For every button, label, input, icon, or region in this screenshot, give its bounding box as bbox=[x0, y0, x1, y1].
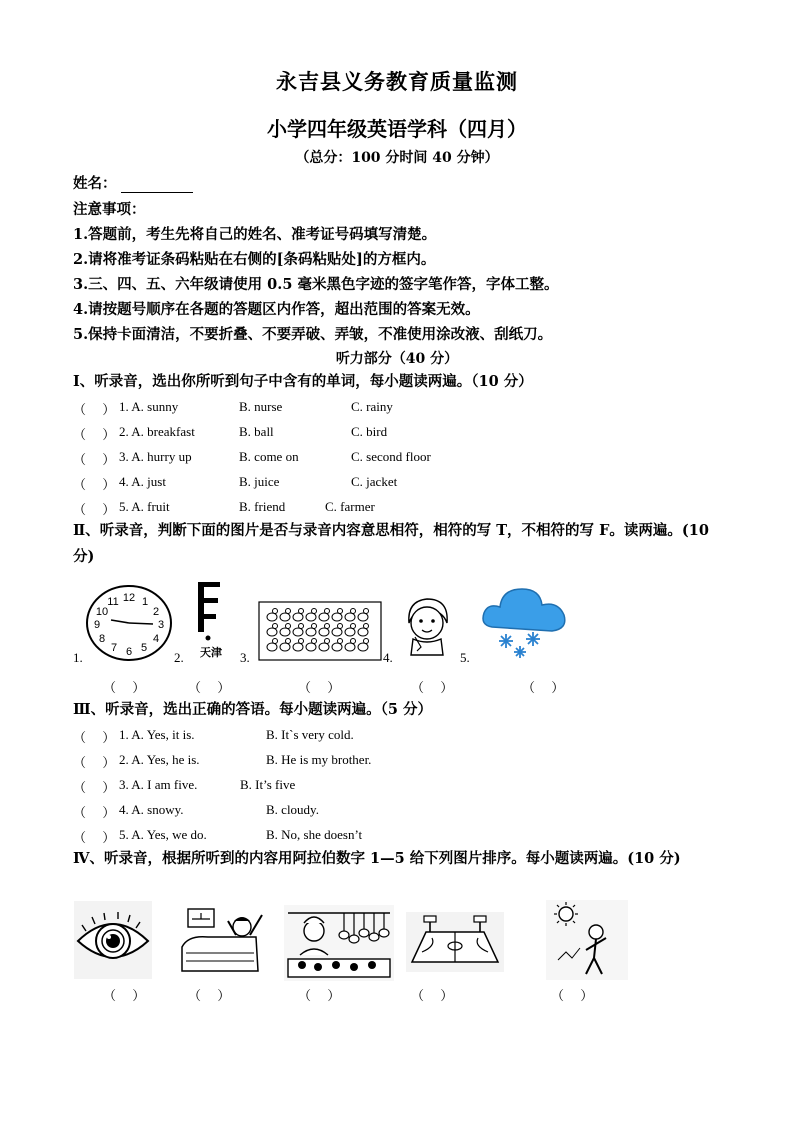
clock-num-6: 6 bbox=[125, 646, 133, 658]
answer-paren[interactable]: （ ） bbox=[73, 452, 116, 467]
s2-answer-1[interactable]: （ ） bbox=[103, 680, 146, 695]
pic-number-4: 4. bbox=[383, 650, 393, 665]
option-a: 1. A. Yes, it is. bbox=[119, 727, 195, 742]
tianjin-label: 天津 bbox=[200, 646, 222, 659]
option-b: B. juice bbox=[239, 474, 280, 489]
option-a: 4. A. snowy. bbox=[119, 802, 184, 817]
option-c: C. jacket bbox=[351, 474, 398, 489]
clock-num-7: 7 bbox=[110, 642, 118, 654]
section3-title: Ⅲ、听录音，选出正确的答语。每小题读两遍。（5 分） bbox=[73, 701, 433, 718]
clock-num-9: 9 bbox=[93, 619, 101, 631]
birds-group-picture bbox=[258, 601, 382, 661]
s2-answer-4[interactable]: （ ） bbox=[411, 680, 454, 695]
option-a: 5. A. Yes, we do. bbox=[119, 827, 207, 842]
section2-title: Ⅱ、听录音，判断下面的图片是否与录音内容意思相符，相符的写 T，不相符的写 F。读两遍。(10 分) bbox=[73, 522, 709, 565]
s4-answer-3[interactable]: （ ） bbox=[298, 988, 341, 1003]
clock-num-2: 2 bbox=[152, 606, 160, 618]
option-b: B. It’s five bbox=[240, 777, 296, 792]
option-a: 5. A. fruit bbox=[119, 499, 170, 514]
option-a: 2. A. breakfast bbox=[119, 424, 195, 439]
hot-day-picture bbox=[546, 900, 628, 980]
basketball-court-picture bbox=[406, 912, 504, 972]
pic-number-2: 2. bbox=[174, 650, 184, 665]
section4-title: Ⅳ、听录音，根据所听到的内容用阿拉伯数字 1—5 给下列图片排序。每小题读两遍。(10 分) bbox=[73, 850, 681, 867]
notice-1: 1.答题前，考生先将自己的姓名、准考证号码填写清楚。 bbox=[73, 226, 437, 243]
option-a: 2. A. Yes, he is. bbox=[119, 752, 200, 767]
exam-subtitle: 小学四年级英语学科（四月） bbox=[267, 117, 527, 141]
snow-cloud-picture bbox=[478, 581, 570, 661]
clock-picture bbox=[85, 584, 173, 662]
answer-paren[interactable]: （ ） bbox=[73, 427, 116, 442]
option-b: B. It`s very cold. bbox=[266, 727, 354, 742]
notice-title: 注意事项： bbox=[73, 201, 146, 218]
option-b: B. No, she doesn’t bbox=[266, 827, 363, 842]
answer-paren[interactable]: （ ） bbox=[73, 730, 116, 745]
pic-number-1: 1. bbox=[73, 650, 83, 665]
girl-picture bbox=[397, 593, 457, 659]
eye-picture bbox=[74, 901, 152, 979]
answer-paren[interactable]: （ ） bbox=[73, 502, 116, 517]
option-b: B. friend bbox=[239, 499, 286, 514]
answer-paren[interactable]: （ ） bbox=[73, 830, 116, 845]
pic-number-3: 3. bbox=[240, 650, 250, 665]
listening-part-heading: 听力部分（40 分） bbox=[335, 351, 459, 367]
option-a: 3. A. I am five. bbox=[119, 777, 198, 792]
pic-number-5: 5. bbox=[460, 650, 470, 665]
notice-4: 4.请按题号顺序在各题的答题区内作答，超出范围的答案无效。 bbox=[73, 301, 480, 318]
clock-num-5: 5 bbox=[140, 642, 148, 654]
answer-paren[interactable]: （ ） bbox=[73, 402, 116, 417]
notice-5: 5.保持卡面清洁，不要折叠、不要弄破、弄皱，不准使用涂改液、刮纸刀。 bbox=[73, 326, 553, 343]
answer-paren[interactable]: （ ） bbox=[73, 780, 116, 795]
option-b: B. come on bbox=[239, 449, 299, 464]
answer-paren[interactable]: （ ） bbox=[73, 805, 116, 820]
s4-answer-5[interactable]: （ ） bbox=[551, 988, 594, 1003]
s2-answer-3[interactable]: （ ） bbox=[298, 680, 341, 695]
option-c: C. farmer bbox=[325, 499, 375, 514]
notice-2: 2.请将准考证条码粘贴在右侧的[条码粘贴处]的方框内。 bbox=[73, 251, 436, 268]
cooking-picture bbox=[284, 905, 394, 981]
option-b: B. ball bbox=[239, 424, 274, 439]
score-note: （总分：100 分时间 40 分钟） bbox=[295, 150, 499, 166]
answer-paren[interactable]: （ ） bbox=[73, 477, 116, 492]
option-b: B. nurse bbox=[239, 399, 283, 414]
notice-3: 3.三、四、五、六年级请使用 0.5 毫米黑色字迹的签字笔作答，字体工整。 bbox=[73, 276, 559, 293]
s4-answer-1[interactable]: （ ） bbox=[103, 988, 146, 1003]
option-c: C. rainy bbox=[351, 399, 393, 414]
answer-paren[interactable]: （ ） bbox=[73, 755, 116, 770]
clock-num-3: 3 bbox=[157, 619, 165, 631]
s2-answer-2[interactable]: （ ） bbox=[188, 680, 231, 695]
option-a: 4. A. just bbox=[119, 474, 166, 489]
option-a: 3. A. hurry up bbox=[119, 449, 192, 464]
name-label: 姓名： bbox=[73, 175, 117, 192]
exam-title: 永吉县义务教育质量监测 bbox=[276, 69, 518, 94]
option-a: 1. A. sunny bbox=[119, 399, 179, 414]
option-b: B. He is my brother. bbox=[266, 752, 372, 767]
clock-num-10: 10 bbox=[95, 606, 109, 618]
option-b: B. cloudy. bbox=[266, 802, 319, 817]
name-line bbox=[73, 172, 193, 193]
option-c: C. bird bbox=[351, 424, 388, 439]
clock-num-8: 8 bbox=[98, 633, 106, 645]
s4-answer-2[interactable]: （ ） bbox=[188, 988, 231, 1003]
option-c: C. second floor bbox=[351, 449, 431, 464]
clock-num-12: 12 bbox=[122, 592, 136, 604]
clock-num-11: 11 bbox=[107, 596, 119, 608]
name-blank[interactable] bbox=[121, 178, 193, 193]
clock-num-4: 4 bbox=[152, 633, 160, 645]
tianjin-sign-picture bbox=[192, 580, 238, 662]
clock-num-1: 1 bbox=[141, 596, 149, 608]
s2-answer-5[interactable]: （ ） bbox=[522, 680, 565, 695]
s4-answer-4[interactable]: （ ） bbox=[411, 988, 454, 1003]
wake-up-picture bbox=[178, 905, 270, 977]
section1-title: I、听录音，选出你所听到句子中含有的单词，每小题读两遍。（10 分） bbox=[73, 373, 533, 390]
